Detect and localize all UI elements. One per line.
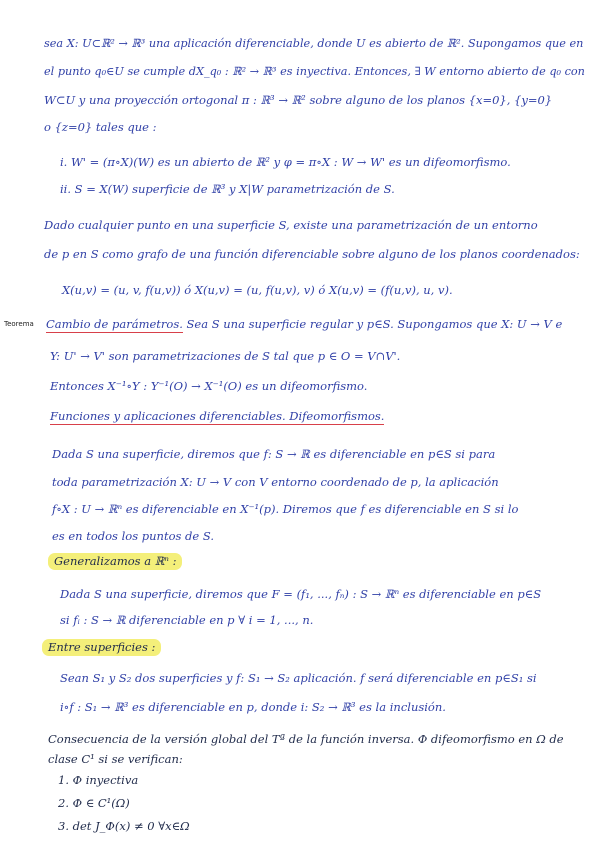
paragraph-line-7: Dado cualquier punto en una superficie S, existe una parametrización de un entorno [44,218,538,232]
paragraph-line-22: Sean S₁ y S₂ dos superficies y f: S₁ → S₂ aplicación. f será diferenciable en p∈S₁ si [60,671,537,685]
funciones-title: Funciones y aplicaciones diferenciables. Difeomorfismos. [50,409,385,423]
paragraph-line-1: sea X: U⊂ℝ² → ℝ³ una aplicación diferenciable, donde U es abierto de ℝ². Supongamos que en [44,37,584,50]
graph-formulas: X(u,v) = (u, v, f(u,v)) ó X(u,v) = (u, f(u,v), v) ó X(u,v) = (f(u,v), u, v). [62,283,453,297]
generalizamos-heading [48,554,182,568]
paragraph-line-19: Dada S una superficie, diremos que F = (f₁, ..., fₙ) : S → ℝⁿ es diferenciable en p∈S [60,587,542,601]
paragraph-line-15: toda parametrización X: U → V con V entorno coordenado de p, la aplicación [52,475,499,489]
paragraph-line-4: o {z=0} tales que : [44,120,157,134]
paragraph-line-11: Y: U' → V' son parametrizaciones de S tal que p ∈ O = V∩V'. [50,349,401,363]
generalizamos-highlight: Generalizamos a ℝⁿ : [48,553,182,570]
paragraph-line-24: Consecuencia de la versión global del Tª de la función inversa. Φ difeomorfismo en Ω de [48,732,564,746]
paragraph-line-17: es en todos los puntos de S. [52,529,214,543]
cambio-parametros-line [46,317,562,331]
condition-1: 1. Φ inyectiva [58,773,139,787]
funciones-heading [50,409,384,423]
condition-3: 3. det J_Φ(x) ≠ 0 ∀x∈Ω [58,819,190,833]
paragraph-line-16: f∘X : U → ℝⁿ es diferenciable en X⁻¹(p). Diremos que f es diferenciable en S si lo [52,502,519,516]
cambio-parametros-title: Cambio de parámetros. [46,317,183,331]
entre-superficies-heading [42,640,161,654]
entre-superficies-highlight: Entre superficies : [42,639,161,656]
paragraph-line-8: de p en S como grafo de una función diferenciable sobre alguno de los planos coordenados: [44,247,580,261]
paragraph-line-12: Entonces X⁻¹∘Y : Y⁻¹(O) → X⁻¹(O) es un difeomorfismo. [50,379,368,393]
item-ii: ii. S = X(W) superficie de ℝ³ y X|W parametrización de S. [60,182,395,196]
paragraph-line-2: el punto q₀∈U se cumple dX_q₀ : ℝ² → ℝ³ es inyectiva. Entonces, ∃ W entorno abierto de q₀ con [44,65,585,78]
cambio-parametros-text: Sea S una superficie regular y p∈S. Supongamos que X: U → V e [182,317,563,331]
teorema-label: Teorema [4,320,34,328]
paragraph-line-3: W⊂U y una proyección ortogonal π : ℝ³ → ℝ² sobre alguno de los planos {x=0}, {y=0} [44,93,553,107]
paragraph-line-20: si fᵢ : S → ℝ diferenciable en p ∀ i = 1, ..., n. [60,613,314,627]
paragraph-line-23: i∘f : S₁ → ℝ³ es diferenciable en p, donde i: S₂ → ℝ³ es la inclusión. [60,700,446,714]
item-i: i. W' = (π∘X)(W) es un abierto de ℝ² y φ = π∘X : W → W' es un difeomorfismo. [60,155,511,169]
paragraph-line-25: clase C¹ si se verifican: [48,752,183,766]
condition-2: 2. Φ ∈ C¹(Ω) [58,796,130,810]
paragraph-line-14: Dada S una superficie, diremos que f: S → ℝ es diferenciable en p∈S si para [52,447,496,461]
